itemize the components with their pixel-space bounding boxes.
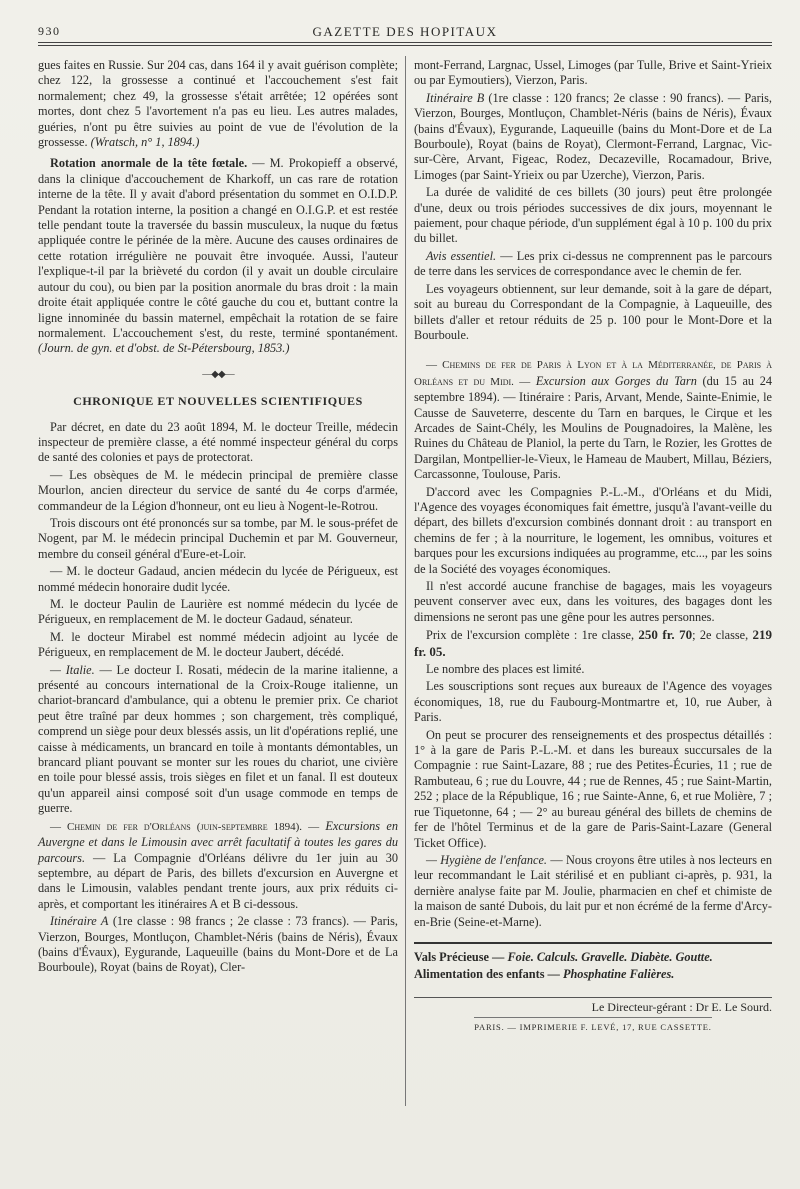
news-item: Itinéraire B (1re classe : 120 francs; 2e classe : 90 francs). — Paris, Vierzon, Bourges, Montluçon, Chamblet-Néris (bains de Néris), Évaux (bains d'Évaux), Eygurande, Laqueuille (bains du Mont-Dore et de La Bourboule), Royat (bains de Royat), Clermont-Ferrand, Largnac, Vic-sur-Cère, Arvant, Figeac, Rodez, Decazeville, Rocamadour, Brive, Limoges (par Saint-Yrieix ou par Uzerche), Vierzon, Paris. [414,90,772,182]
news-item: Itinéraire A (1re classe : 98 francs ; 2e classe : 73 francs). — Paris, Vierzon, Bourges, Montluçon, Chamblet-Néris (bains de Néris), Évaux (bains d'Évaux), Eygurande, Laqueuille (bains du Mont-Dore et de La Bourboule), Royat (bains de Royat), Cler- [38,914,398,975]
news-item: — M. le docteur Gadaud, ancien médecin du lycée de Périgueux, est nommé médecin honoraire dudit lycée. [38,564,398,594]
section-title: CHRONIQUE ET NOUVELLES SCIENTIFIQUES [73,394,363,409]
news-item: — Chemin de fer d'Orléans (juin-septembre 1894). — Excursions en Auvergne et dans le Limousin avec arrêt facultatif à toutes les gares du parcours. — La Compagnie d'Orléans délivre du 1er juin au 30 septembre, au départ de Paris, des billets d'excursion en Auvergne et dans le Limousin, valables pendant trente jours, aux prix réduits ci-après, et comportant les itinéraires A et B ci-dessous. [38,818,399,911]
right-column [414,58,772,1038]
page-number: 930 [38,24,61,38]
news-item: D'accord avec les Compagnies P.-L.-M., d'Orléans et du Midi, l'Agence des voyages économiques fait émettre, jusqu'à l'avant-veille du départ, des billets d'excursion combinés donnant droit : au transport en chemins de fer ; à la nourriture, le logement, les omnibus, voitures et barques pour les excursions indiquées au programme, etc..., par les soins de la Société des voyages économiques. [414,484,772,576]
news-item: mont-Ferrand, Largnac, Ussel, Limoges (par Tulle, Brive et Saint-Yrieix ou par Eymoutiers), Vierzon, Paris. [414,58,772,88]
director-signature: Le Directeur-gérant : Dr E. Le Sourd. [591,999,772,1014]
advert-rule [414,942,772,944]
footer-rule [474,1017,712,1018]
advert-alimentation: Alimentation des enfants — Phosphatine Falières. [414,967,675,982]
price-line: Prix de l'excursion complète : 1re classe, 250 fr. 70; 2e classe, 219 fr. 05. [414,627,773,659]
news-item: — Italie. — Le docteur I. Rosati, médecin de la marine italienne, a présenté au concours international de la Croix-Rouge italienne, un chariot-brancard d'ambulance, qui a obtenu le premier prix. Ce chariot peut être traîné par deux hommes ; son chargement, très compliqué, comprend un siège pour deux blessés assis, un lit d'opérations replié, une caisse à médicaments, un brancard en toile à montants démontables, un brancard pliant pouvant se monter sur les roues du chariot, une civière en toile pour blessé assis, trois sièges en filet et un fanal. Il est douteux qu'un appareil ainsi composé soit d'un usage commode en temps de guerre. [38,662,398,816]
news-item: — Hygiène de l'enfance. — Nous croyons être utiles à nos lecteurs en leur recommandant le Lait stérilisé et en publiant ci-après, p. 931, la dernière analyse faite par M. Joulie, pharmacien en chef et chimiste de la maison de santé Dubois, du lait pur et non écrémé de la ferme d'Arcy-en-Brie (Seine-et-Marne). [414,852,772,929]
header-rule [38,42,772,46]
news-item: Les souscriptions sont reçues aux bureaux de l'Agence des voyages économiques, 18, rue du Faubourg-Montmartre et, 10, rue Auber, à Paris. [414,679,772,725]
article-heading: Rotation anormale de la tête fœtale. [50,156,248,171]
news-item: Le nombre des places est limité. [426,662,585,677]
news-item: M. le docteur Mirabel est nommé médecin adjoint au lycée de Périgueux, en remplacement de M. le docteur Jaubert, décédé. [38,629,398,660]
article-continuation: gues faites en Russie. Sur 204 cas, dans 164 il y avait guérison complète; chez 122, la grossesse a continué et l'accouchement s'est fait normalement; chez 49, la grossesse s'était arrêtée; 12 opérées sont mortes, dont chez 5 l'avortement n'a pas eu lieu. Les autres malades, guéries, n'ont pu être suivies au point de vue de l'évolution de la grossesse. (Wratsch, n° 1, 1894.) [38,58,398,150]
news-item: Il n'est accordé aucune franchise de bagages, mais les voyageurs peuvent conserver avec eux, dans les voitures, des bagages dont les dimensions ne seront pas une gêne pour les autres personnes. [414,579,772,624]
news-item: On peut se procurer des renseignements et des prospectus détaillés : 1° à la gare de Paris P.-L.-M. et dans les bureaux succursales de la Compagnie : rue Saint-Lazare, 88 ; rue des Petites-Écuries, 11 ; rue de Rambuteau, 6 ; rue du Louvre, 44 ; rue de Rennes, 45 ; rue Saint-Martin, 252 ; place de la République, 16 ; rue Sainte-Anne, 6, et rue Molière, 7 ; rue Tiquetonne, 64 ; — 2° au bureau général des billets de chemins de fer de l'hôtel Terminus et de la gare de Paris-Saint-Lazare (General Ticket Office). [414,727,772,850]
section-ornament: —◆◆— [202,368,234,380]
article-rotation: Rotation anormale de la tête fœtale. — M. Prokopieff a observé, dans la clinique d'accouchement de Kharkoff, un cas rare de rotation interne de la tête. Il y avait d'abord présentation du sommet en O.I.D.P. Pendant la rotation interne, la position a changé en O.I.G.P. et est restée telle pendant toute la traversée du bassin musculeux, la nuque du fœtus appliquée contre le périnée de la mère. Aucune des causes ordinaires de cette rotation irrégulière ne pouvait être invoquée. Aussi, l'auteur l'explique-t-il par la brièveté du cordon (il y avait un double circulaire autour du cou), ou bien par la position anormale du bras droit : la main droite était appliquée contre le côté gauche du cou et, buttant contre la ligne innominée du bassin maternel, empêchait la rotation de se faire normalement. L'accouchement s'est, du reste, terminé spontanément. (Journ. de gyn. et d'obst. de St-Pétersbourg, 1853.) [38,156,398,356]
news-item: Avis essentiel. — Les prix ci-dessus ne comprennent pas le parcours de terre dans les services de correspondance avec le chemin de fer. [414,248,773,279]
news-item: — Chemins de fer de Paris à Lyon et à la Méditerranée, de Paris à Orléans et du Midi. — Excursion aux Gorges du Tarn (du 15 au 24 septembre 1894). — Itinéraire : Paris, Arvant, Mende, Sainte-Enimie, le Causse de Sauveterre, descente du Tarn en barques, le Cirque et les Arcades de Saint-Chély, les Moulins de Pougnadoires, la Malène, les Ruines du Château de Planiol, la perte du Tarn, le Rozier, les Grottes de Dargilan, Montpellier-le-Vieux, le Hameau de Maubert, Millau, Béziers, Carcassonne, Toulouse, Paris. [414,359,772,482]
news-item: La durée de validité de ces billets (30 jours) peut être prolongée d'une, deux ou trois périodes successives de dix jours, moyennant le paiement, pour chaque période, d'un supplément égal à 10 p. 100 du prix du billet. [414,185,772,246]
signature-rule [414,997,772,998]
news-item: Les voyageurs obtiennent, sur leur demande, soit à la gare de départ, soit au bureau du Correspondant de la Compagnie, à Laqueuille, des billets d'aller et retour réduits de 25 p. 100 pour le Mont-Dore et la Bourboule. [414,281,772,342]
left-column [38,58,398,978]
news-item: M. le docteur Paulin de Laurière est nommé médecin du lycée de Périgueux, en remplacement de M. le docteur Gadaud, sénateur. [38,597,398,627]
publication-title: GAZETTE DES HOPITAUX [312,24,498,39]
advert-vals: Vals Précieuse — Foie. Calculs. Gravelle. Diabète. Goutte. [414,949,713,964]
news-item: Par décret, en date du 23 août 1894, M. le docteur Treille, médecin inspecteur de première classe, a été nommé inspecteur général du corps de santé des colonies et pays de protectorat. [38,419,398,465]
column-divider [405,56,406,1106]
news-item: Trois discours ont été prononcés sur sa tombe, par M. le sous-préfet de Nogent, par M. le médecin principal Duchemin et par M. Gouverneur, membre du conseil général d'Eure-et-Loir. [38,515,398,561]
printer-imprint: PARIS. — IMPRIMERIE F. LEVÉ, 17, RUE CASSETTE. [474,1022,712,1033]
news-item: — Les obsèques de M. le médecin principal de première classe Mourlon, ancien directeur du service de santé du 4e corps d'armée, commandeur de la Légion d'honneur, ont eu lieu à Nogent-le-Rotrou. [38,467,398,513]
page-header [38,20,772,44]
